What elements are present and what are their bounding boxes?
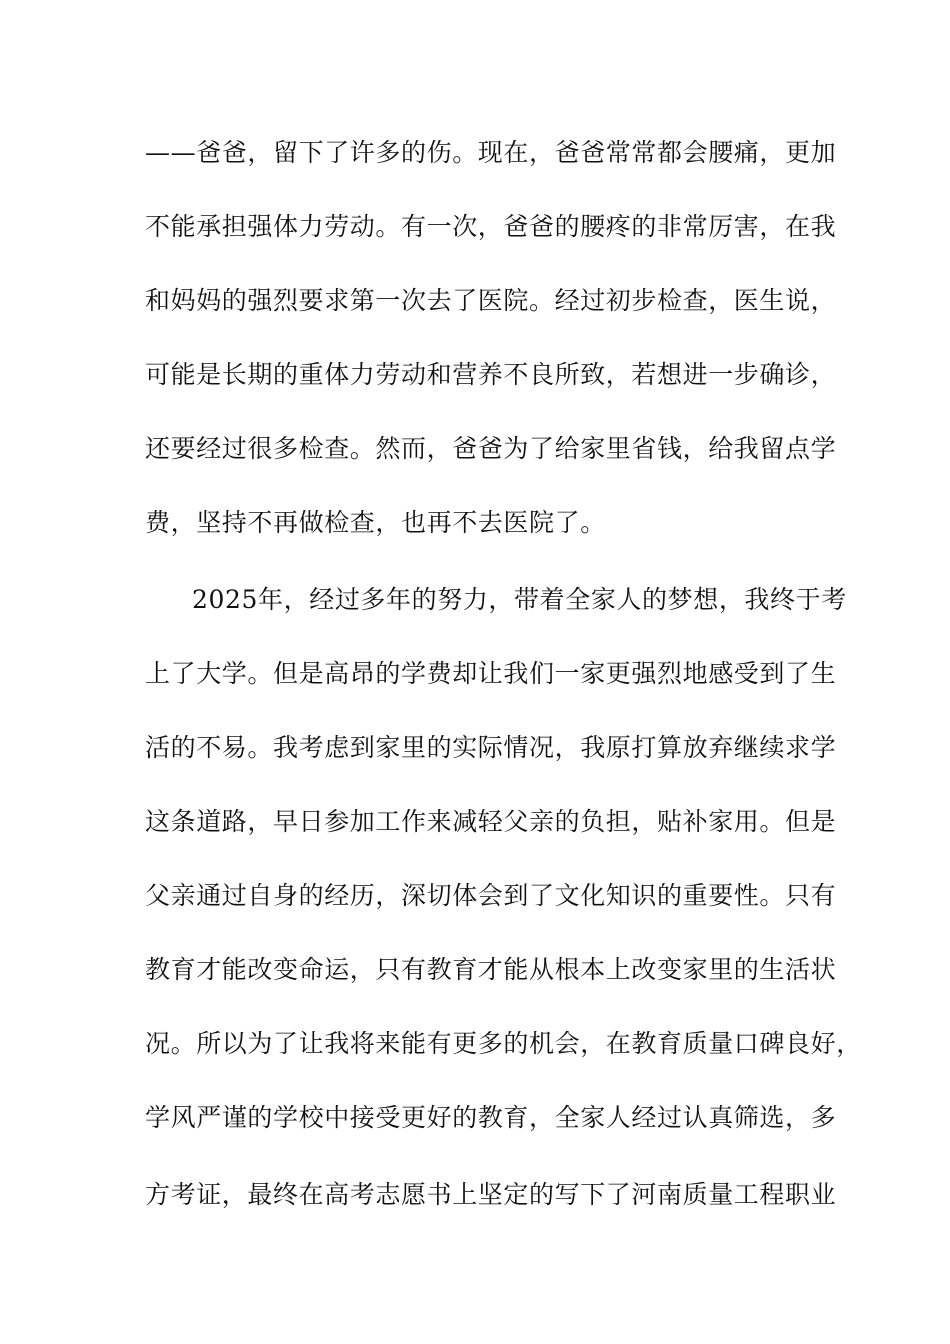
text-line: 况。所以为了让我将来能有更多的机会，在教育质量口碑良好， <box>145 1029 862 1058</box>
text-line: 和妈妈的强烈要求第一次去了医院。经过初步检查，医生说， <box>145 286 837 315</box>
text-line: 上了大学。但是高昂的学费却让我们一家更强烈地感受到了生 <box>145 659 837 688</box>
text-line: 学风严谨的学校中接受更好的教育，全家人经过认真筛选，多 <box>145 1103 837 1132</box>
text-line: 还要经过很多检查。然而，爸爸为了给家里省钱，给我留点学 <box>145 434 837 463</box>
text-line: 父亲通过自身的经历，深切体会到了文化知识的重要性。只有 <box>145 881 837 910</box>
text-line: 不能承担强体力劳动。有一次，爸爸的腰疼的非常厉害，在我 <box>145 212 837 241</box>
paragraph-first-line: 2025年，经过多年的努力，带着全家人的梦想，我终于考 <box>192 585 847 614</box>
text-line: 活的不易。我考虑到家里的实际情况，我原打算放弃继续求学 <box>145 733 837 762</box>
text-line: 这条道路，早日参加工作来减轻父亲的负担，贴补家用。但是 <box>145 807 837 836</box>
text-line: 费，坚持不再做检查，也再不去医院了。 <box>145 508 606 537</box>
text-line: 可能是长期的重体力劳动和营养不良所致，若想进一步确诊， <box>145 360 837 389</box>
text-line: 方考证，最终在高考志愿书上坚定的写下了河南质量工程职业 <box>145 1180 837 1209</box>
text-line: ——爸爸，留下了许多的伤。现在，爸爸常常都会腰痛，更加 <box>145 138 837 167</box>
text-line: 教育才能改变命运，只有教育才能从根本上改变家里的生活状 <box>145 955 837 984</box>
